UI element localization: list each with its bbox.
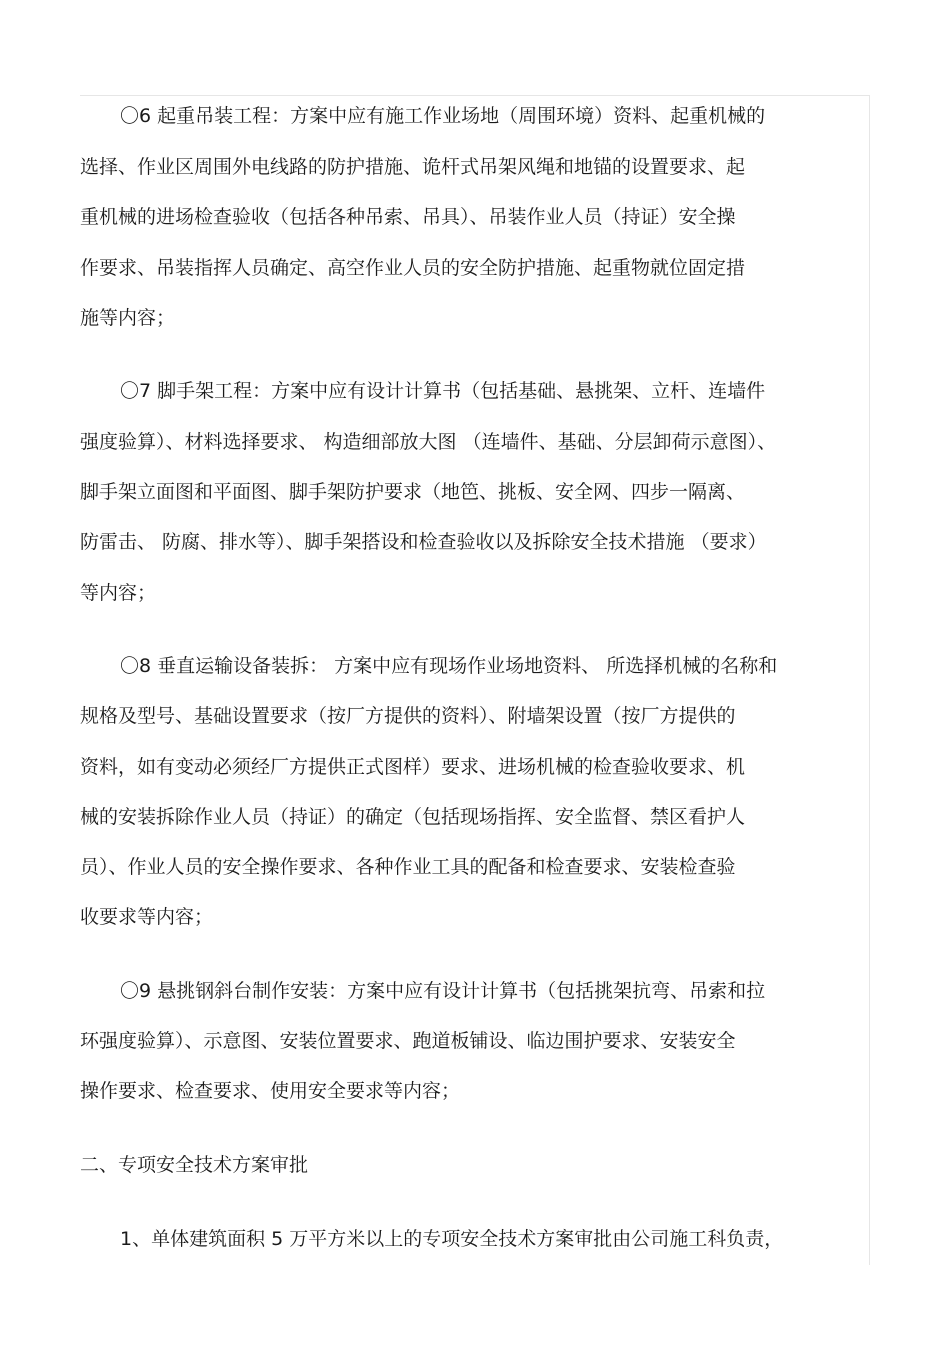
item6-line-4: 作要求、吊装指挥人员确定、高空作业人员的安全防护措施、起重物就位固定措 xyxy=(80,257,746,279)
item9-line-2: 环强度验算）、示意图、安装位置要求、跑道板铺设、临边围护要求、安装安全 xyxy=(80,1030,736,1052)
item6-line-5: 施等内容； xyxy=(80,307,176,329)
item7-line-2: 强度验算）、材料选择要求、 构造细部放大图 （连墙件、基础、分层卸荷示意图）、 xyxy=(80,431,777,453)
page-border-top xyxy=(80,95,870,96)
section-heading: 二、专项安全技术方案审批 xyxy=(80,1154,309,1176)
item6-line-3: 重机械的进场检查验收（包括各种吊索、吊具）、吊装作业人员（持证）安全操 xyxy=(80,206,736,228)
item7-line-3: 脚手架立面图和平面图、脚手架防护要求（地笆、挑板、安全网、四步一隔离、 xyxy=(80,481,746,503)
item8-line-4: 械的安装拆除作业人员（持证）的确定（包括现场指挥、安全监督、禁区看护人 xyxy=(80,806,746,828)
item8-line-3: 资料，如有变动必须经厂方提供正式图样）要求、进场机械的检查验收要求、机 xyxy=(80,756,746,778)
item9-line-1: 〇9 悬挑钢斜台制作安装：方案中应有设计计算书（包括挑架抗弯、吊索和拉 xyxy=(120,980,766,1002)
item7-line-4: 防雷击、 防腐、排水等）、脚手架搭设和检查验收以及拆除安全技术措施 （要求） xyxy=(80,531,767,553)
page-border-right xyxy=(869,95,870,1265)
item8-line-2: 规格及型号、基础设置要求（按厂方提供的资料）、附墙架设置（按厂方提供的 xyxy=(80,705,736,727)
item6-line-2: 选择、作业区周围外电线路的防护措施、诡杆式吊架风绳和地锚的设置要求、起 xyxy=(80,156,746,178)
approval-line-1: 1、单体建筑面积 5 万平方米以上的专项安全技术方案审批由公司施工科负责， xyxy=(120,1228,784,1250)
item7-line-1: 〇7 脚手架工程：方案中应有设计计算书（包括基础、悬挑架、立杆、连墙件 xyxy=(120,380,766,402)
item8-line-1: 〇8 垂直运输设备装拆： 方案中应有现场作业场地资料、 所选择机械的名称和 xyxy=(120,655,778,677)
item9-line-3: 操作要求、检查要求、使用安全要求等内容； xyxy=(80,1080,461,1102)
item8-line-6: 收要求等内容； xyxy=(80,906,214,928)
item8-line-5: 员）、作业人员的安全操作要求、各种作业工具的配备和检查要求、安装检查验 xyxy=(80,856,736,878)
item7-line-5: 等内容； xyxy=(80,582,157,604)
item6-line-1: 〇6 起重吊装工程：方案中应有施工作业场地（周围环境）资料、起重机械的 xyxy=(120,105,766,127)
